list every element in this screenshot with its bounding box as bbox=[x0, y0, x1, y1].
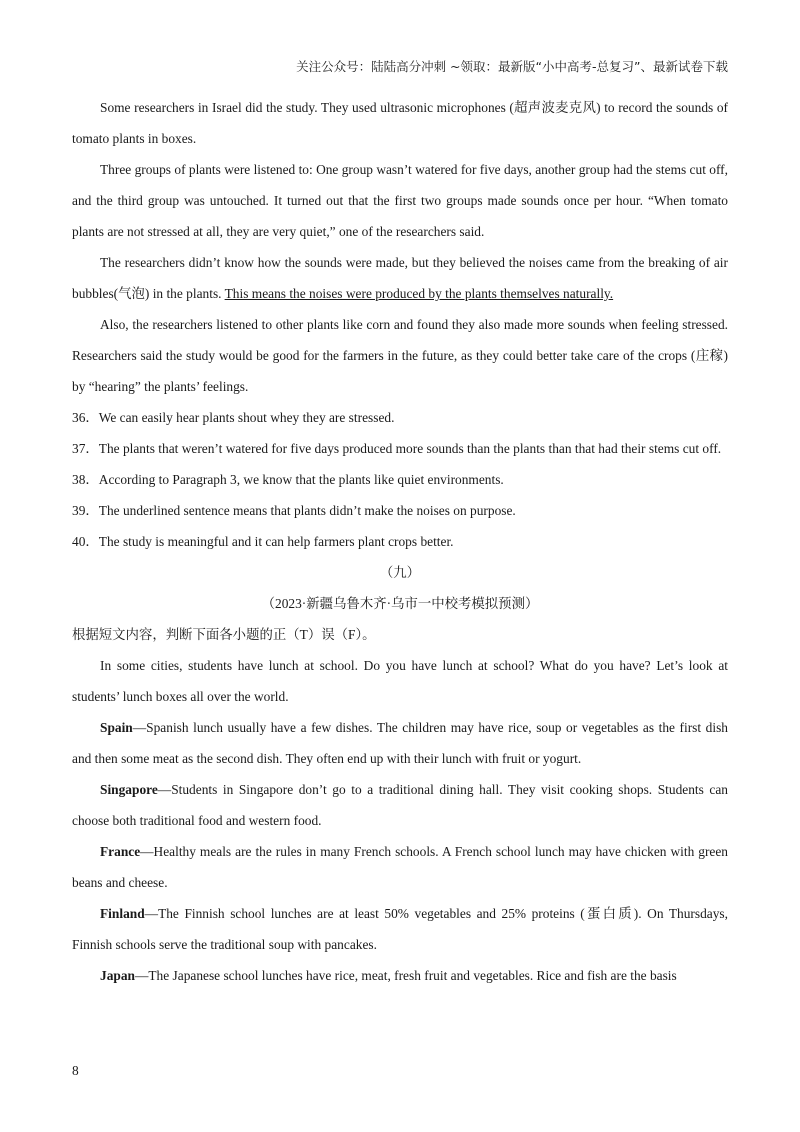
country-text: —Students in Singapore don’t go to a traditional dining hall. They visit cooking shops. Students can choose both traditional food and western food. bbox=[72, 782, 728, 828]
passage-paragraph-3 bbox=[72, 247, 728, 309]
country-france bbox=[72, 836, 728, 898]
question-40: 40．The study is meaningful and it can help farmers plant crops better. bbox=[72, 534, 454, 549]
passage-paragraph-1: Some researchers in Israel did the study. They used ultrasonic microphones (超声波麦克风) to record the sounds of tomato plants in boxes. bbox=[72, 100, 728, 146]
page-header: 关注公众号：陆陆高分冲刺 ~领取：最新版“小中高考-总复习”、最新试卷下载 bbox=[296, 59, 728, 74]
country-text: —Healthy meals are the rules in many French schools. A French school lunch may have chicken with green beans and cheese. bbox=[72, 844, 728, 890]
section-instruction: 根据短文内容，判断下面各小题的正（T）误（F）。 bbox=[72, 627, 376, 642]
country-name: France bbox=[100, 844, 141, 859]
question-39: 39．The underlined sentence means that plants didn’t make the noises on purpose. bbox=[72, 503, 516, 518]
country-spain bbox=[72, 712, 728, 774]
country-name: Singapore bbox=[100, 782, 158, 797]
question-36: 36．We can easily hear plants shout whey they are stressed. bbox=[72, 410, 395, 425]
document-body bbox=[72, 92, 728, 991]
section-intro: In some cities, students have lunch at school. Do you have lunch at school? What do you have? Let’s look at students’ lunch boxes all over the world. bbox=[72, 658, 728, 704]
section-number: （九） bbox=[379, 565, 421, 580]
passage-paragraph-4: Also, the researchers listened to other plants like corn and found they also made more sounds when feeling stressed. Researchers said the study would be good for the farmers in the future, as they could better take care of the crops (庄稼) by “hearing” the plants’ feelings. bbox=[72, 317, 728, 394]
question-37: 37．The plants that weren’t watered for five days produced more sounds than the plants than that had their stems cut off. bbox=[72, 441, 722, 456]
country-text: —The Finnish school lunches are at least 50% vegetables and 25% proteins (蛋白质). On Thursdays, Finnish schools serve the traditional soup with pancakes. bbox=[72, 906, 728, 952]
passage-paragraph-2: Three groups of plants were listened to: One group wasn’t watered for five days, another group had the stems cut off, and the third group was untouched. It turned out that the first two groups made sounds once per hour. “When tomato plants are not stressed at all, they are very quiet,” one of the researchers said. bbox=[72, 162, 728, 239]
paragraph-3-text: The researchers didn’t know how the sounds were made, but they believed the noises came from the breaking of air bubbles(气泡) in the plants. bbox=[72, 255, 728, 301]
country-japan bbox=[72, 960, 728, 991]
country-name: Spain bbox=[100, 720, 133, 735]
country-singapore bbox=[72, 774, 728, 836]
underlined-sentence: This means the noises were produced by the plants themselves naturally. bbox=[224, 286, 614, 301]
section-source: （2023·新疆乌鲁木齐·乌市一中校考模拟预测） bbox=[261, 596, 539, 611]
country-text: —Spanish lunch usually have a few dishes. The children may have rice, soup or vegetables as the first dish and then some meat as the second dish. They often end up with their lunch with fruit or yogurt. bbox=[72, 720, 728, 766]
country-name: Finland bbox=[100, 906, 145, 921]
country-text: —The Japanese school lunches have rice, meat, fresh fruit and vegetables. Rice and fish are the basis bbox=[134, 968, 677, 983]
page-number: 8 bbox=[72, 1063, 79, 1078]
country-finland bbox=[72, 898, 728, 960]
question-38: 38．According to Paragraph 3, we know that the plants like quiet environments. bbox=[72, 472, 504, 487]
country-name: Japan bbox=[100, 968, 135, 983]
